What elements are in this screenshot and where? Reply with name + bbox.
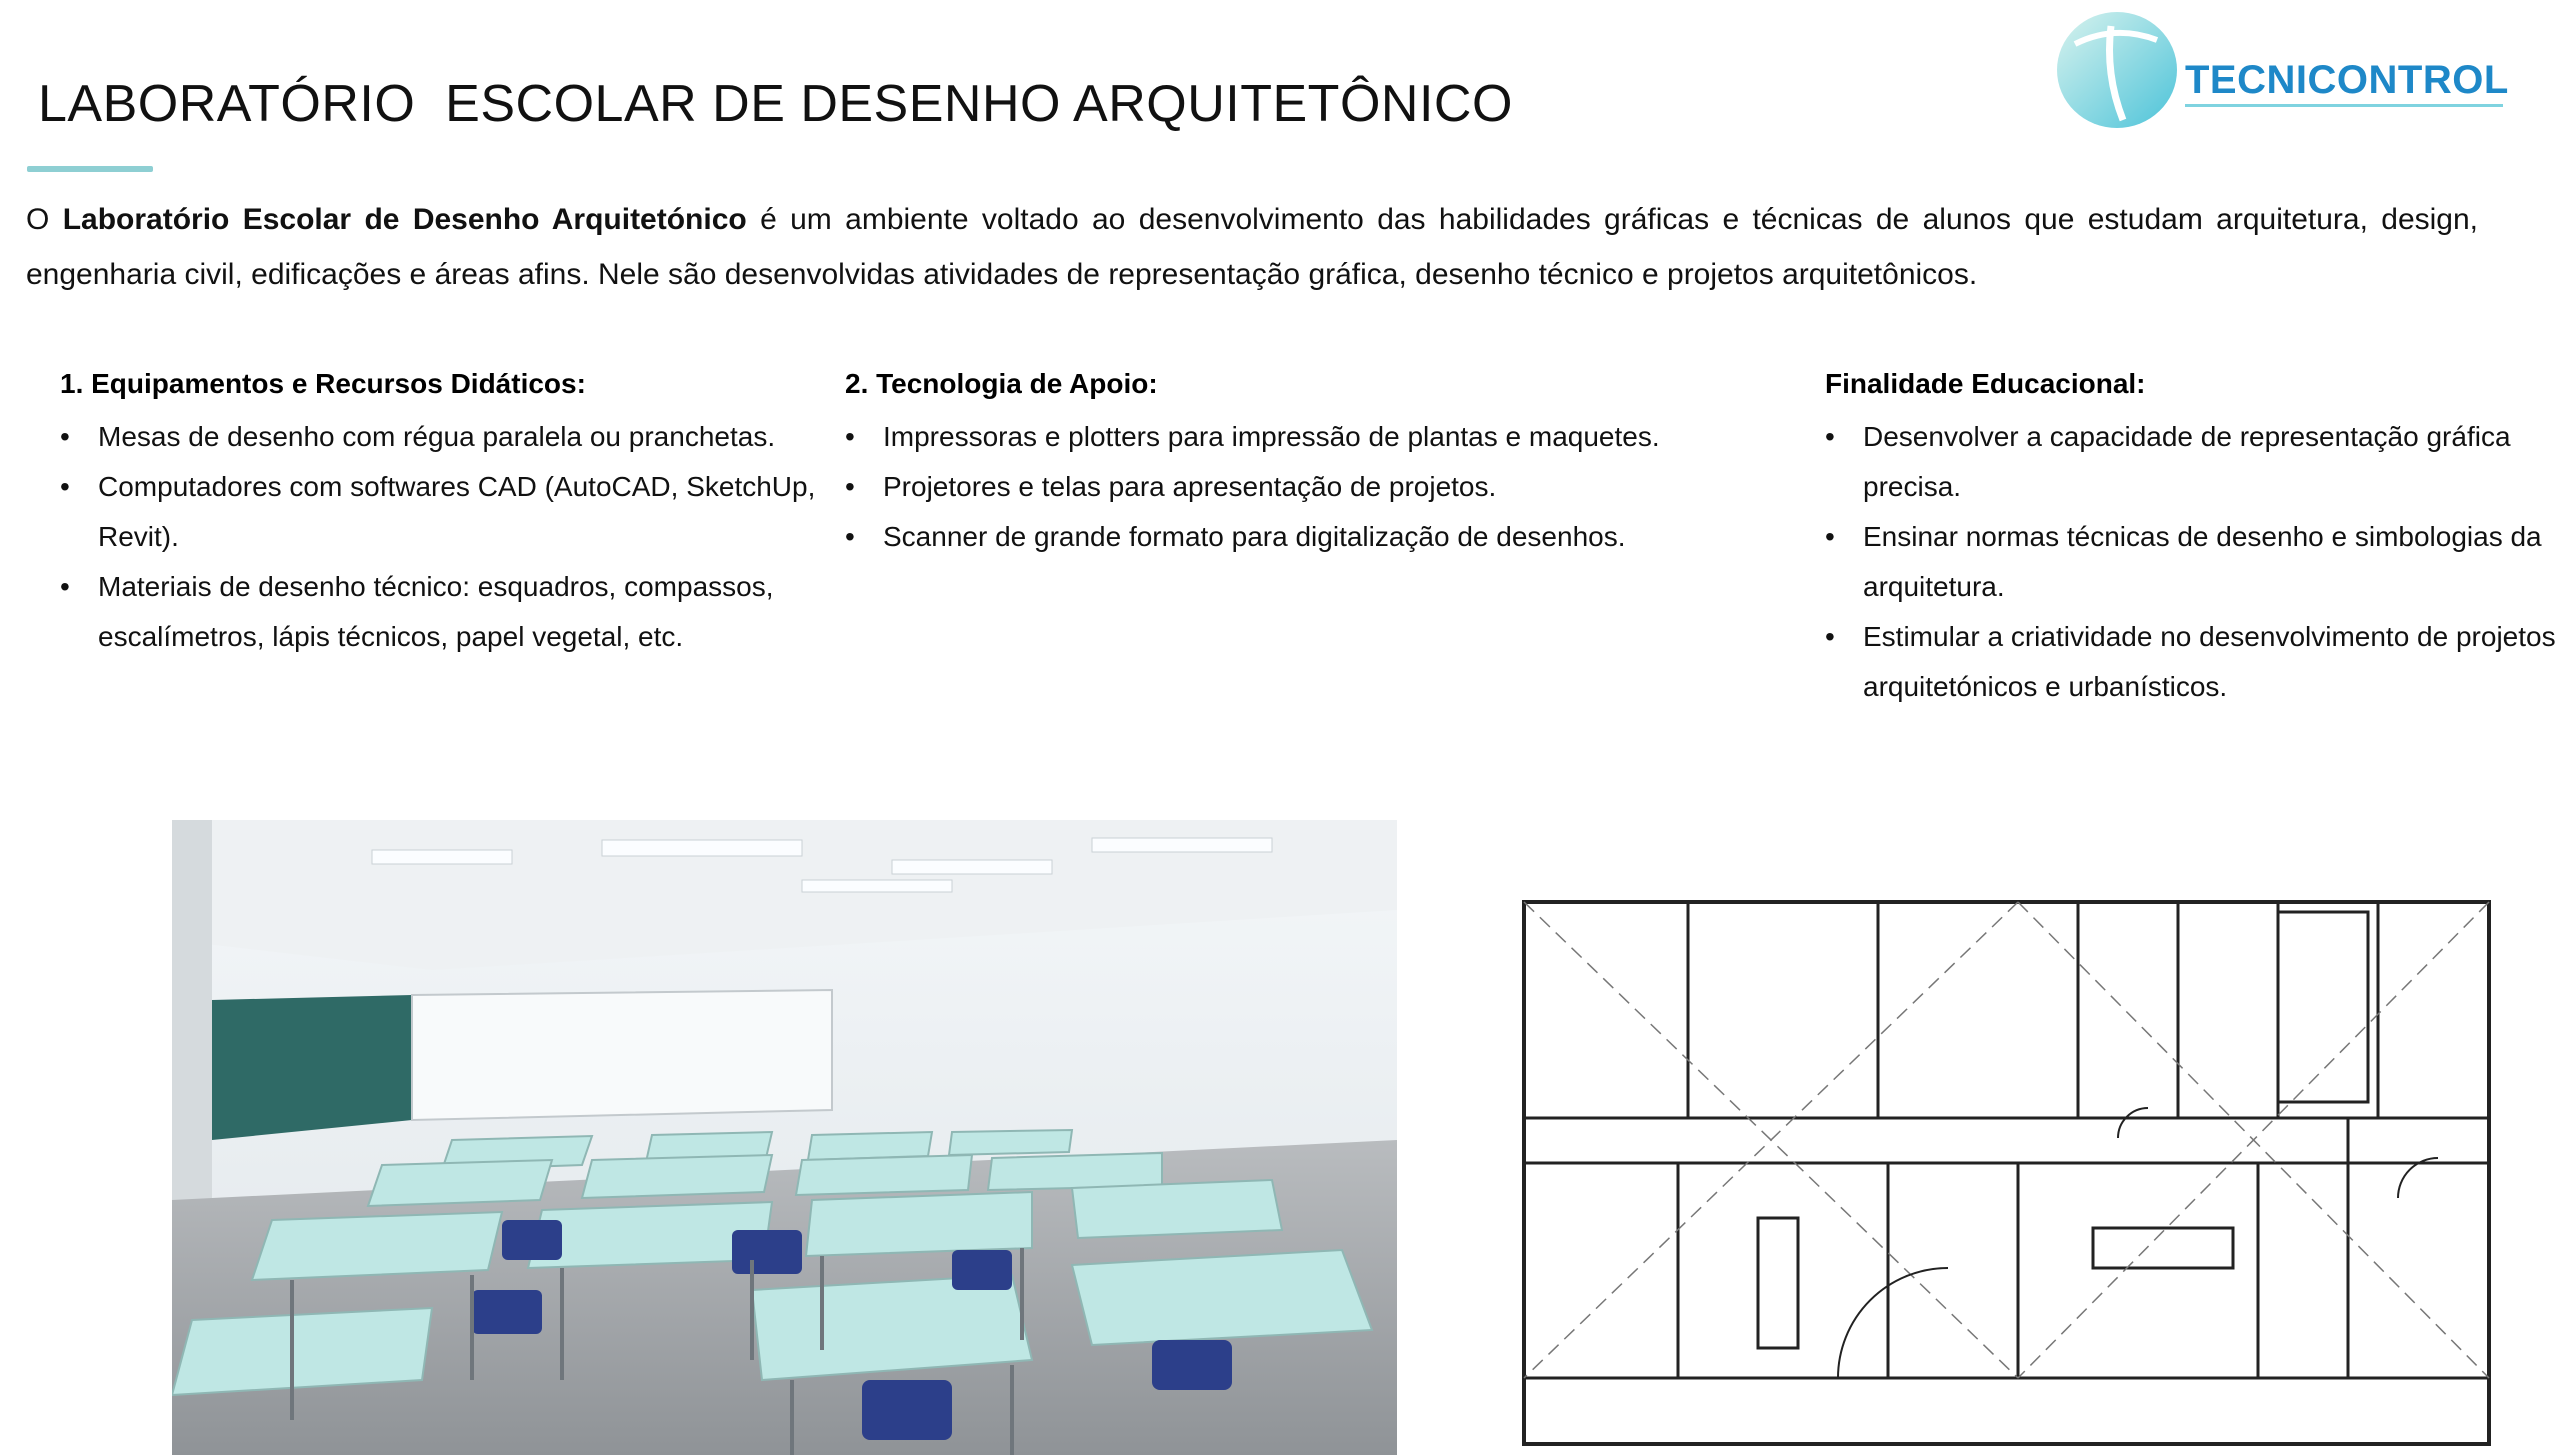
intro-rest: é um ambiente voltado ao desenvolvimento das habilidades gráficas e técnicas de alunos que estudam arquitetura, design, engenharia civil, edificações e áreas afins. Nele são desenvolvidas atividades de representação gráfica, desenho técnico e projetos arquitetônicos. <box>26 203 2479 291</box>
list-item: • Materiais de desenho técnico: esquadros, compassos, escalímetros, lápis técnicos, papel vegetal, etc. <box>60 562 820 662</box>
classroom-photo <box>172 820 1397 1455</box>
column-heading: 2. Tecnologia de Apoio: <box>845 368 1158 399</box>
intro-bold: Laboratório Escolar de Desenho Arquitetónico <box>62 203 747 236</box>
title-underline <box>27 166 153 172</box>
logo-mark-icon <box>2045 4 2185 130</box>
column-equipamentos <box>60 362 820 662</box>
list-item: • Ensinar normas técnicas de desenho e simbologias da arquitetura. <box>1825 512 2560 612</box>
list-item: • Desenvolver a capacidade de representação gráfica precisa. <box>1825 412 2560 512</box>
intro-paragraph <box>26 192 2478 302</box>
bullet-list <box>845 412 1705 562</box>
page-title: LABORATÓRIO ESCOLAR DE DESENHO ARQUITETÔNICO <box>38 75 1513 133</box>
list-item: • Scanner de grande formato para digitalização de desenhos. <box>845 512 1705 562</box>
floor-plan-drawing <box>1518 898 2495 1448</box>
logo-text: TECNICONTROL <box>2185 58 2509 102</box>
list-item: • Impressoras e plotters para impressão de plantas e maquetes. <box>845 412 1705 462</box>
column-heading: 1. Equipamentos e Recursos Didáticos: <box>60 368 586 399</box>
list-item: • Estimular a criatividade no desenvolvimento de projetos arquitetónicos e urbanísticos. <box>1825 612 2560 712</box>
list-item: • Computadores com softwares CAD (AutoCAD, SketchUp, Revit). <box>60 462 820 562</box>
column-heading: Finalidade Educacional: <box>1825 368 2146 399</box>
intro-prefix: O <box>26 203 63 236</box>
list-item: • Mesas de desenho com régua paralela ou pranchetas. <box>60 412 820 462</box>
list-item: • Projetores e telas para apresentação de projetos. <box>845 462 1705 512</box>
logo-underline <box>2185 104 2503 107</box>
bullet-list <box>60 412 820 662</box>
column-finalidade <box>1825 362 2560 712</box>
column-tecnologia <box>845 362 1705 562</box>
bullet-list <box>1825 412 2560 712</box>
tecnicontrol-logo <box>2045 4 2515 130</box>
